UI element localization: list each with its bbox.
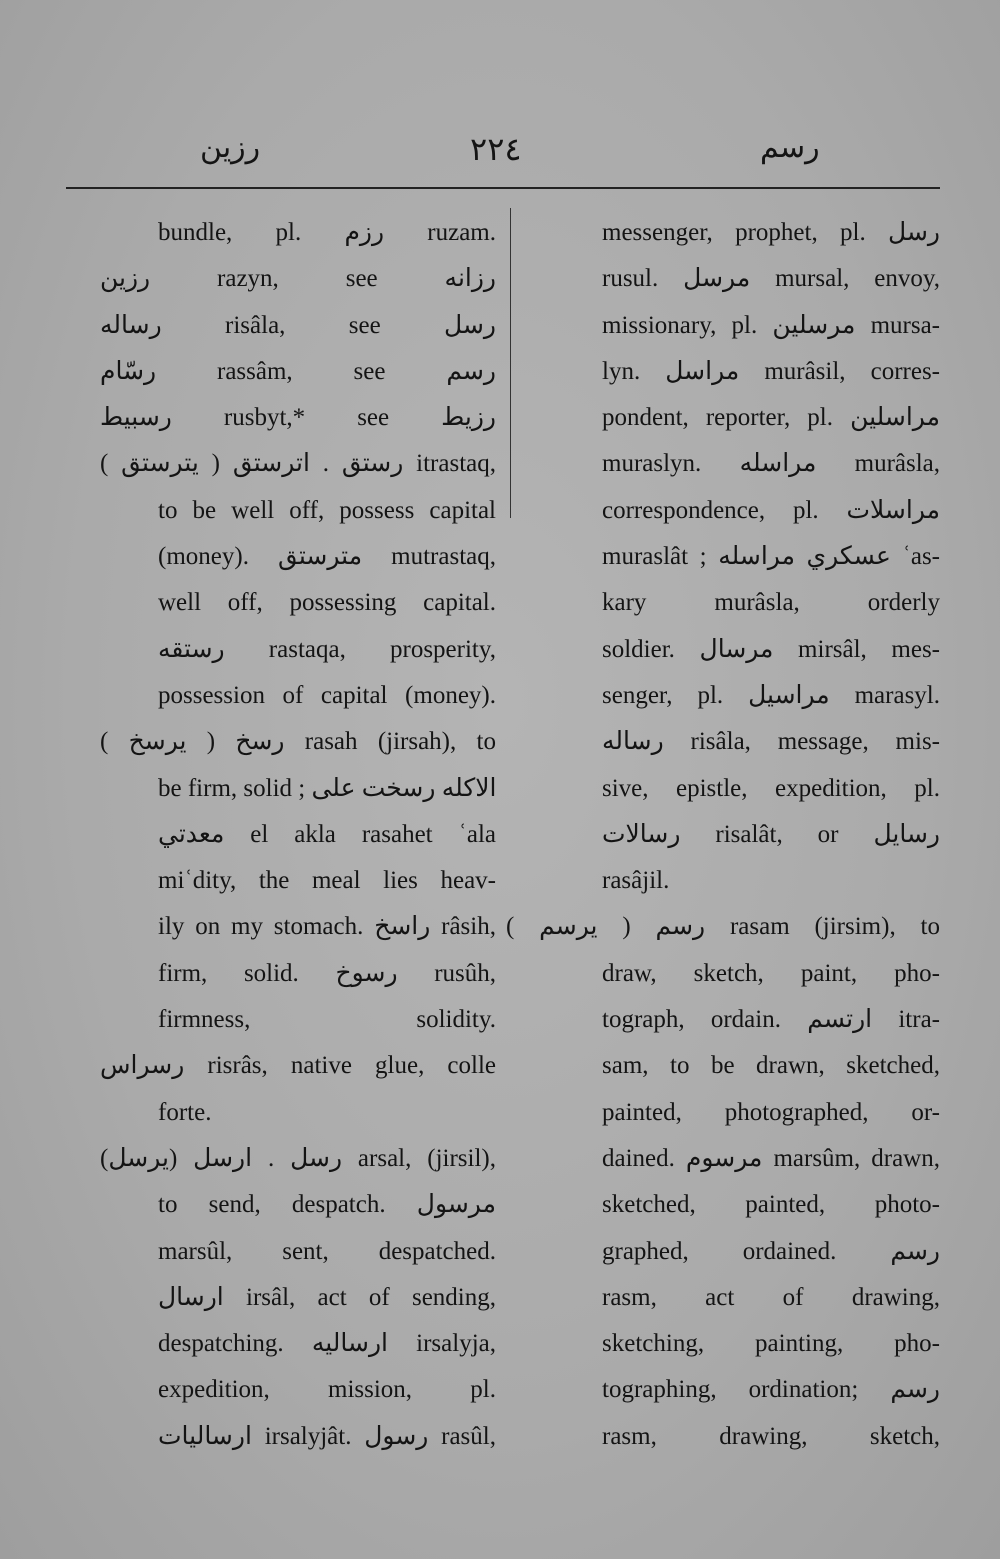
- header-left-catchword: رزين: [200, 131, 261, 164]
- entry-line: firmness, solidity.: [158, 1006, 496, 1034]
- entry-line: possession of capital (money).: [158, 681, 496, 709]
- entry-line: to send, despatch. مرسول: [158, 1191, 496, 1219]
- entry-line: رستقه rastaqa, prosperity,: [158, 635, 496, 663]
- entry-line: رسبيط rusbyt,* see رزيط: [100, 404, 496, 432]
- entry-line: رسم ( يرسم ) rasam (jirsim), to: [506, 913, 940, 941]
- left-column: [100, 210, 496, 1460]
- right-column: [506, 210, 940, 1460]
- entry-line: draw, sketch, paint, pho-: [602, 959, 940, 987]
- entry-line: رسالات risalât, or رسايل: [602, 820, 940, 848]
- entry-line: missionary, pl. مرسلين mursa-: [602, 311, 940, 339]
- entry-line: rusul. مرسل mursal, envoy,: [602, 265, 940, 293]
- entry-line: lyn. مراسل murâsil, corres-: [602, 357, 940, 385]
- entry-line: painted, photographed, or-: [602, 1098, 940, 1126]
- entry-line: sketched, painted, photo-: [602, 1191, 940, 1219]
- entry-line: رسل . ارسل (يرسل) arsal, (jirsil),: [100, 1144, 496, 1172]
- column-divider: [510, 208, 511, 518]
- entry-line: expedition, mission, pl.: [158, 1376, 496, 1404]
- entry-line: despatching. ارساليه irsalyja,: [158, 1330, 496, 1358]
- entry-line: tograph, ordain. ارتسم itra-: [602, 1006, 940, 1034]
- entry-line: رسراس risrâs, native glue, colle: [100, 1052, 496, 1080]
- entry-line: to be well off, possess capital: [158, 496, 496, 524]
- entry-line: رساله risâla, message, mis-: [602, 728, 940, 756]
- entry-line: رسّام rassâm, see رسم: [100, 357, 496, 385]
- entry-line: muraslyn. مراسله murâsla,: [602, 450, 940, 478]
- entry-line: رستق . اترستق ( يترستق ) itrastaq,: [100, 450, 496, 478]
- entry-line: miʿdity, the meal lies heav-: [158, 867, 496, 895]
- entry-line: firm, solid. رسوخ rusûh,: [158, 959, 496, 987]
- entry-line: be firm, solid ; الاكله رسخت على: [158, 774, 496, 802]
- header-rule: [66, 187, 940, 189]
- entry-line: marsûl, sent, despatched.: [158, 1237, 496, 1265]
- entry-line: bundle, pl. رزم ruzam.: [158, 219, 496, 246]
- entry-line: pondent, reporter, pl. مراسلين: [602, 404, 940, 432]
- entry-line: senger, pl. مراسيل marasyl.: [602, 681, 940, 709]
- entry-line: sketching, painting, pho-: [602, 1330, 940, 1358]
- entry-line: sam, to be drawn, sketched,: [602, 1052, 940, 1080]
- entry-line: معدتي el akla rasahet ʿala: [158, 820, 496, 848]
- entry-line: rasm, act of drawing,: [602, 1283, 940, 1311]
- entry-line: soldier. مرسال mirsâl, mes-: [602, 635, 940, 663]
- entry-line: forte.: [158, 1098, 212, 1126]
- entry-line: dained. مرسوم marsûm, drawn,: [602, 1144, 940, 1172]
- entry-line: رزين razyn, see رزانه: [100, 265, 496, 293]
- entry-line: رساله risâla, see رسل: [100, 311, 496, 339]
- header-right-catchword: رسم: [760, 131, 820, 164]
- entry-line: correspondence, pl. مراسلات: [602, 496, 940, 524]
- entry-line: rasâjil.: [602, 867, 670, 895]
- entry-line: kary murâsla, orderly: [602, 589, 940, 617]
- entry-line: graphed, ordained. رسم: [602, 1237, 940, 1265]
- entry-line: rasm, drawing, sketch,: [602, 1422, 940, 1450]
- page-number: ٢٢٤: [470, 131, 522, 167]
- entry-line: tographing, ordination; رسم: [602, 1376, 940, 1404]
- entry-line: (money). مترستق mutrastaq,: [158, 543, 496, 571]
- entry-line: sive, epistle, expedition, pl.: [602, 774, 940, 802]
- entry-line: رسخ ( يرسخ ) rasah (jirsah), to: [100, 728, 496, 756]
- entry-line: ارسال irsâl, act of sending,: [158, 1283, 496, 1311]
- entry-line: well off, possessing capital.: [158, 589, 496, 617]
- entry-line: muraslât ; عسكري مراسله ʿas-: [602, 543, 940, 571]
- entry-line: messenger, prophet, pl. رسل: [602, 219, 940, 246]
- entry-line: ارساليات irsalyjât. رسول rasûl,: [158, 1422, 496, 1450]
- entry-line: ily on my stomach. راسخ râsih,: [158, 913, 496, 941]
